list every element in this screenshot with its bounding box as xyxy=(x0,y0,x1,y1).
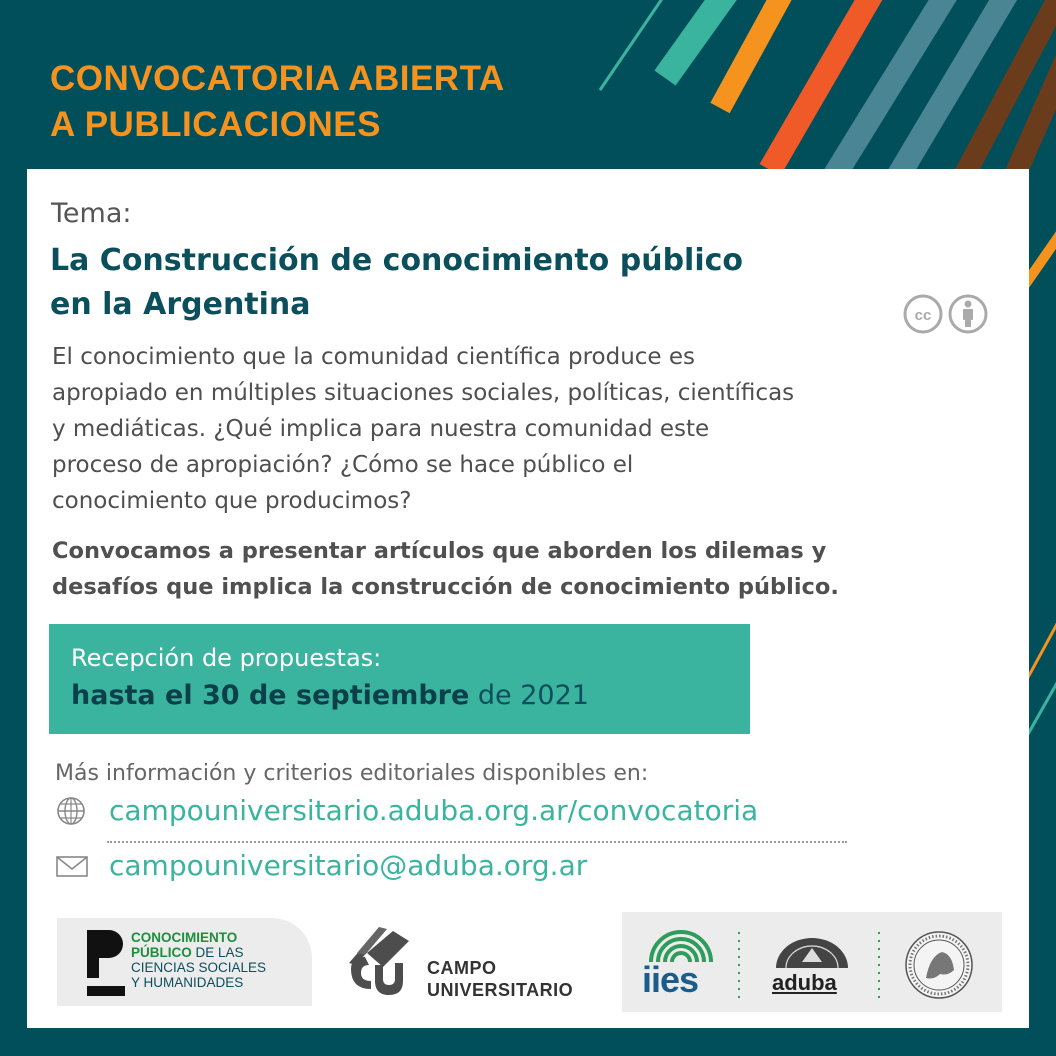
cc-text: cc xyxy=(914,307,932,324)
aduba-logo: aduba xyxy=(772,970,837,995)
description-line: y mediáticas. ¿Qué implica para nuestra comunidad este xyxy=(52,416,710,442)
campo-universitario-icon xyxy=(347,923,419,1001)
website-link[interactable]: campouniversitario.aduba.org.ar/convocatoria xyxy=(109,794,759,827)
topic-title-line2: en la Argentina xyxy=(50,287,311,322)
cu-line2: UNIVERSITARIO xyxy=(427,980,574,1000)
globe-icon xyxy=(55,796,91,826)
website-row xyxy=(55,794,758,827)
logo-campo-universitario xyxy=(347,917,607,1007)
header-title-line2: A PUBLICACIONES xyxy=(50,105,381,144)
call-line: Convocamos a presentar artículos que aborden los dilemas y xyxy=(52,538,827,564)
description-line: apropiado en múltiples situaciones sociales, políticas, científicas xyxy=(52,380,795,406)
p-logo-icon xyxy=(87,930,125,998)
uba-seal-icon xyxy=(904,930,974,1000)
cp-line2-bold: PÚBLICO xyxy=(131,945,192,960)
deadline-date xyxy=(71,680,589,711)
institutional-logos xyxy=(622,912,1002,1012)
creative-commons-by-icon xyxy=(903,292,993,336)
deadline-box xyxy=(49,624,750,734)
deadline-year: de 2021 xyxy=(469,680,589,711)
header-title xyxy=(50,56,505,148)
iies-arcs-icon xyxy=(646,926,716,962)
separator-dots xyxy=(877,932,881,998)
topic-title xyxy=(50,239,910,327)
cu-line1: CAMPO xyxy=(427,958,497,978)
conocimiento-publico-text xyxy=(131,930,266,990)
email-row xyxy=(55,849,587,882)
topic-title-line1: La Construcción de conocimiento público xyxy=(50,243,744,278)
logo-conocimiento-publico xyxy=(57,918,312,1006)
aduba-emblem-icon xyxy=(772,932,852,970)
call-line: desafíos que implica la construcción de conocimiento público. xyxy=(52,574,839,600)
description-line: conocimiento que producimos? xyxy=(52,488,412,514)
cp-line3: CIENCIAS SOCIALES xyxy=(131,960,267,975)
description-line: proceso de apropiación? ¿Cómo se hace público el xyxy=(52,452,634,478)
email-link[interactable]: campouniversitario@aduba.org.ar xyxy=(109,849,588,882)
more-info-text: Más información y criterios editoriales disponibles en: xyxy=(55,761,649,786)
cp-line4: Y HUMANIDADES xyxy=(131,975,244,990)
separator-dots xyxy=(737,932,741,998)
deadline-date-bold: hasta el 30 de septiembre xyxy=(71,680,470,711)
header-title-line1: CONVOCATORIA ABIERTA xyxy=(50,59,505,98)
cp-line1: CONOCIMIENTO xyxy=(131,930,238,945)
content-card xyxy=(27,169,1029,1028)
envelope-icon xyxy=(55,851,91,881)
iies-logo: iies xyxy=(642,959,699,1000)
campo-universitario-text xyxy=(427,957,573,1001)
description-line: El conocimiento que la comunidad científica produce es xyxy=(52,344,696,370)
cp-line2-rest: DE LAS xyxy=(191,945,244,960)
divider xyxy=(107,841,847,843)
description xyxy=(52,339,1012,519)
deadline-label: Recepción de propuestas: xyxy=(71,644,382,672)
call-to-action xyxy=(52,533,1022,605)
topic-label: Tema: xyxy=(51,198,132,229)
